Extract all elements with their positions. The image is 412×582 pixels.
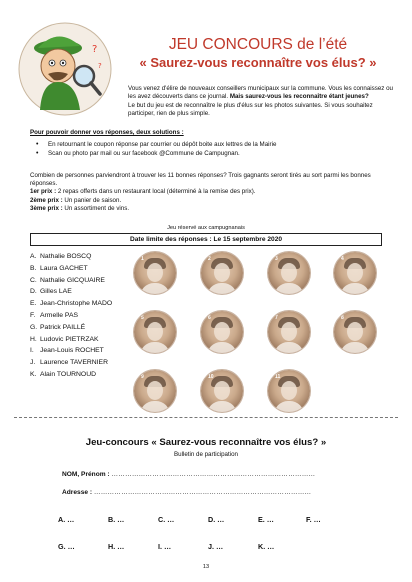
answer-f[interactable]: F. … <box>306 515 321 524</box>
prize-text: Un assortiment de vins. <box>64 205 130 213</box>
name-item: J. Laurence TAVERNIER <box>30 359 108 367</box>
contest-title: JEU CONCOURS de l’été <box>168 36 348 53</box>
intro-paragraph-2: Le but du jeu est de reconnaître le plus d'élus sur les photos suivantes. Si vous souhaitez participer, rien de plus simple. <box>128 102 373 117</box>
prize-label: 3ème prix : <box>30 205 63 213</box>
svg-text:?: ? <box>98 62 102 70</box>
childhood-photo: 4 <box>334 252 376 294</box>
answer-options-list <box>34 140 394 158</box>
intro-paragraph-1: Vous venez d'élire de nouveaux conseillers municipaux sur la commune. Vous les connaissez ou les avez découverts dans ce journal. <box>128 85 393 100</box>
answer-h[interactable]: H. … <box>108 542 125 551</box>
name-item: F. Armelle PAS <box>30 311 79 319</box>
how-to-answer-title: Pour pouvoir donner vos réponses, deux solutions : <box>30 129 184 136</box>
name-item: K. Alain TOURNOUD <box>30 370 97 378</box>
childhood-photo: 3 <box>268 252 310 294</box>
answer-option: • Scan ou photo par mail ou sur facebook @Commune de Campugnan. <box>34 149 394 158</box>
childhood-photo: 7 <box>268 311 310 353</box>
childhood-photo: 9 <box>134 370 176 412</box>
answer-i[interactable]: I. … <box>158 542 172 551</box>
childhood-photo: 6 <box>201 311 243 353</box>
bulletin-title: Jeu-concours « Saurez-vous reconnaître vos élus? » <box>85 437 327 448</box>
prize-item <box>30 197 390 206</box>
answer-g[interactable]: G. … <box>58 542 75 551</box>
prize-label: 1er prix : <box>30 188 57 195</box>
combien-text: Combien de personnes parviendront à trouver les 11 bonnes réponses? Trois gagnants seront tirés au sort parmi les bonnes réponses. <box>30 172 371 187</box>
prize-text: Un panier de saison. <box>64 196 122 204</box>
childhood-photo: 1 <box>134 252 176 294</box>
page-number: 13 <box>202 564 210 570</box>
name-item: I. Jean-Louis ROCHET <box>30 347 104 355</box>
name-field[interactable]: NOM, Prénom : ……………………………………………………………………………… <box>62 471 316 478</box>
prizes-list <box>30 188 390 214</box>
name-item: B. Laura GACHET <box>30 264 88 272</box>
name-item: C. Nathalie GICQUAIRE <box>30 276 105 284</box>
cut-line <box>14 417 398 418</box>
answer-d[interactable]: D. … <box>208 515 225 524</box>
name-item: E. Jean-Christophe MADO <box>30 300 113 308</box>
answer-option: • En retournant le coupon réponse par courrier ou dépôt boite aux lettres de la Mairie <box>34 140 394 149</box>
answer-e[interactable]: E. … <box>258 515 274 524</box>
prize-item <box>30 205 390 214</box>
detective-mascot-icon <box>18 22 112 116</box>
reserved-note: Jeu réservé aux campugnanais <box>167 225 245 231</box>
answer-b[interactable]: B. … <box>108 515 125 524</box>
svg-text:?: ? <box>92 44 98 55</box>
intro-question: Mais saurez-vous les reconnaître étant jeunes? <box>229 92 369 100</box>
answer-c[interactable]: C. … <box>158 515 175 524</box>
name-field-label: NOM, Prénom : <box>62 471 110 478</box>
name-item: G. Patrick PAILLÉ <box>30 323 86 331</box>
address-field[interactable]: Adresse : …………………………………………………………………………………… <box>62 489 312 496</box>
intro-text <box>128 85 396 119</box>
childhood-photo: 10 <box>201 370 243 412</box>
address-field-label: Adresse : <box>62 489 93 496</box>
prize-item <box>30 188 390 197</box>
childhood-photo: 2 <box>201 252 243 294</box>
answer-k[interactable]: K. … <box>258 542 275 551</box>
answer-a[interactable]: A. … <box>58 515 75 524</box>
childhood-photo: 11 <box>268 370 310 412</box>
name-item: A. Nathalie BOSCQ <box>30 253 92 260</box>
childhood-photo: 5 <box>134 311 176 353</box>
childhood-photo: 8 <box>334 311 376 353</box>
answer-j[interactable]: J. … <box>208 542 224 551</box>
name-item: H. Ludovic PIETRZAK <box>30 335 99 343</box>
bulletin-subtitle: Bulletin de participation <box>174 451 238 458</box>
name-item: D. Gilles LAE <box>30 288 72 296</box>
prize-label: 2ème prix : <box>30 196 63 204</box>
deadline-box: Date limite des réponses : Le 15 septembre 2020 <box>30 233 382 246</box>
contest-subtitle: « Saurez-vous reconnaître vos élus? » <box>139 55 377 70</box>
candidate-names-list <box>30 251 112 381</box>
prize-text: 2 repas offerts dans un restaurant local (déterminé à la remise des prix). <box>57 188 256 195</box>
